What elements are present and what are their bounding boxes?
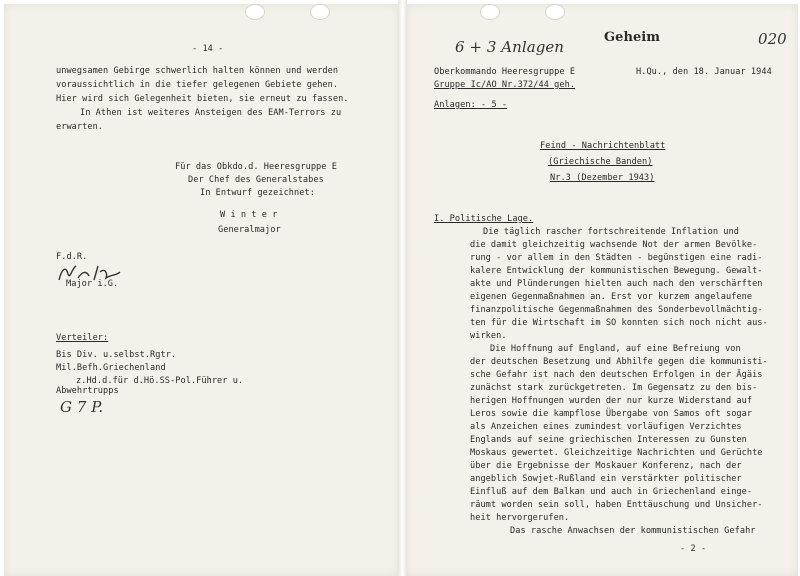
body-line: herigen Hoffnungen wurden der nur kurze Widerstand auf [470, 396, 753, 406]
bulletin-subtitle: (Griechische Banden) [548, 157, 653, 167]
body-line: die damit gleichzeitig wachsende Not der armen Bevölke- [470, 240, 758, 250]
fdr-label: F.d.R. [56, 252, 88, 262]
sender-line: Gruppe Ic/AO Nr.372/44 geh. [434, 80, 576, 90]
bulletin-number: Nr.3 (Dezember 1943) [550, 173, 655, 183]
continuation-page-number: - 2 - [680, 544, 707, 554]
body-line: Die Hoffnung auf England, auf eine Befreiung von [490, 344, 741, 354]
classification-stamp: Geheim [604, 30, 661, 45]
body-line: akte und Plünderungen hielten auch nach den verschärften [470, 279, 763, 289]
handwritten-annex-note: 6 + 3 Anlagen [455, 38, 564, 56]
body-line: zunächst stark zurückgetreten. Im Gegensatz zu den bis- [470, 383, 758, 393]
paragraph-line: erwarten. [56, 122, 104, 132]
paragraph-line: In Athen ist weiteres Ansteigen des EAM-Terrors zu [80, 108, 342, 118]
body-line: Einfluß auf dem Balkan und auch in Griechenland einge- [470, 487, 753, 497]
body-line: rung - vor allem in den Städten - begünstigen eine radi- [470, 253, 763, 263]
place-date: H.Qu., den 18. Januar 1944 [636, 67, 772, 77]
major-label: Major i.G. [66, 279, 119, 289]
section-heading: I. Politische Lage. [434, 214, 534, 224]
body-line: der deutschen Besetzung und Abhilfe gegen die kommunisti- [470, 357, 768, 367]
body-line: eigenen Gegenmaßnahmen an. Erst vor kurzem angelaufene [470, 292, 753, 302]
sender-line: Oberkommando Heeresgruppe E [434, 67, 576, 77]
signature-line: In Entwurf gezeichnet: [200, 188, 315, 198]
distribution-line: Bis Div. u.selbst.Rgtr. [56, 350, 177, 360]
body-line: wirken. [470, 331, 507, 341]
distribution-line: Abwehrtrupps [56, 386, 119, 396]
punch-hole [480, 4, 500, 20]
paragraph-line: unwegsamen Gebirge schwerlich halten können und werden [56, 66, 339, 76]
signer-name: W i n t e r [220, 210, 278, 220]
body-line: Das rasche Anwachsen der kommunistischen Gefahr [510, 526, 756, 536]
folio-number: 020 [758, 30, 787, 48]
distribution-line: Mil.Befh.Griechenland [56, 363, 166, 373]
page-fold [398, 0, 407, 576]
signature-line: Der Chef des Generalstabes [188, 175, 324, 185]
body-line: Moskaus gewertet. Gleichzeitige Nachrichten und Gerüchte [470, 448, 763, 458]
page-number: - 14 - [192, 44, 224, 54]
punch-hole [245, 4, 265, 20]
body-line: heit hervorgerufen. [470, 513, 570, 523]
body-line: Die täglich rascher fortschreitende Inflation und [483, 227, 739, 237]
body-line: sche Gefahr ist nach den deutschen Erfolgen in der Ägäis [470, 370, 763, 380]
bulletin-title: Feind - Nachrichtenblatt [540, 141, 666, 151]
punch-hole [545, 4, 565, 20]
body-line: Leros sowie die kampflose Übergabe von Samos oft sogar [470, 409, 753, 419]
signer-rank: Generalmajor [218, 225, 281, 235]
paragraph-line: voraussichtlich in die tiefer gelegenen Gebiete gehen. [56, 80, 339, 90]
signature-line: Für das Obkdo.d. Heeresgruppe E [175, 162, 337, 172]
body-line: ten für die Wirtschaft im SO konnten sich noch nicht aus- [470, 318, 768, 328]
body-line: finanzpolitische Gegenmaßnahmen des Sonderbevollmächtig- [470, 305, 763, 315]
annexes-line: Anlagen: - 5 - [434, 100, 508, 110]
body-line: räumt worden sein soll, haben Enttäuschung und Unsicher- [470, 500, 763, 510]
punch-hole [310, 4, 330, 20]
distribution-title: Verteiler: [56, 333, 109, 343]
handwritten-initials: G 7 P. [60, 398, 104, 416]
body-line: über die Ergebnisse der Moskauer Konferenz, nach der [470, 461, 742, 471]
body-line: Englands auf seine griechischen Interessen zu Gunsten [470, 435, 747, 445]
distribution-line: z.Hd.d.für d.Hö.SS-Pol.Führer u. [76, 376, 244, 386]
body-line: angeblich Sowjet-Rußland ein verstärkter politischer [470, 474, 742, 484]
paragraph-line: Hier wird sich Gelegenheit bieten, sie erneut zu fassen. [56, 94, 349, 104]
body-line: als Anzeichen eines zumindest vorläufigen Verzichtes [470, 422, 742, 432]
body-line: kalere Entwicklung der kommunistischen Bewegung. Gewalt- [470, 266, 763, 276]
